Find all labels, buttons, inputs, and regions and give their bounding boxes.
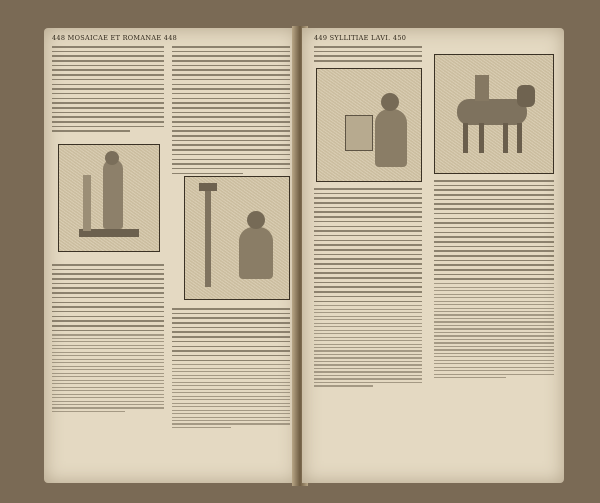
- right-page-text-right: [434, 180, 554, 381]
- engraving-figure-with-column: [184, 176, 290, 300]
- right-page-text-top-left: [314, 46, 422, 65]
- engraving-animal: [434, 54, 554, 174]
- right-page: [302, 28, 564, 483]
- engraving-figure-reading: [316, 68, 422, 182]
- left-column-text-bottom: [52, 264, 164, 414]
- right-page-text-left: [314, 188, 422, 389]
- left-column-text-top: [52, 46, 164, 135]
- left-page-header: 448 MOSAICAE ET ROMANAE 448: [52, 34, 178, 42]
- right-column-text-top: [172, 46, 290, 177]
- right-page-header: 449 SYLLITIAE LAVI. 450: [314, 34, 407, 42]
- left-page: [44, 28, 298, 483]
- right-column-text-bottom: [172, 308, 290, 430]
- engraving-statue-left: [58, 144, 160, 252]
